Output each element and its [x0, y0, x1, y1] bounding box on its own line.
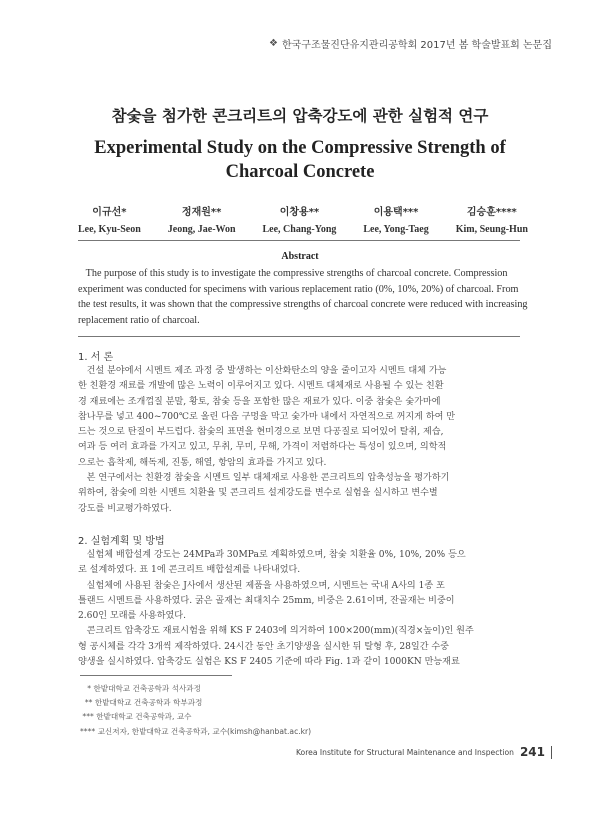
abstract-body: [78, 266, 528, 328]
text-line: 형 공시체를 각각 3개씩 제작하였다. 24시간 동안 초기양생을 실시한 뒤 탈형 후, 28일간 수중: [78, 641, 449, 652]
abstract-line: replacement ratio of charcoal.: [78, 314, 200, 326]
text-line: 위하여, 참숯에 의한 시멘트 치환율 및 콘크리트 설계강도를 변수로 실험을 실시하고 변수별: [78, 488, 438, 499]
text-line: 한 친환경 재료를 개발에 많은 노력이 이루어지고 있다. 시멘트 대체재로 사용될 수 있는 친환: [78, 381, 444, 392]
section-method-body: [78, 548, 522, 670]
section-heading-method: 2. 실험계획 및 방법: [78, 536, 165, 547]
footnote: **** 교신저자, 한밭대학교 건축공학과, 교수(kimsh@hanbat.ac.kr): [80, 726, 312, 736]
text-line: 경 재료에는 조개껍질 분말, 황토, 참숯 등을 포함한 많은 재료가 있다. 이중 참숯은 숯가마에: [78, 396, 441, 407]
section-introduction-body: [78, 364, 522, 517]
abstract-line: The purpose of this study is to investigate the compressive strengths of charcoal concrete. Compression: [78, 268, 508, 279]
author-name-english: Lee, Chang-Yong: [262, 224, 337, 235]
author-name-english: Jeong, Jae-Won: [167, 224, 236, 235]
author-list: [78, 203, 528, 235]
footer-organization: Korea Institute for Structural Maintenance and Inspection: [295, 747, 514, 757]
author-name-korean: 이용택***: [373, 207, 419, 218]
text-line: 실험체에 사용된 참숯은 J사에서 생산된 제품을 사용하였으며, 시멘트는 국내 A사의 1종 포: [78, 580, 445, 591]
text-line: 강도를 비교평가하였다.: [78, 503, 172, 514]
author-name-korean: 정재원**: [181, 207, 222, 218]
footnote: *** 한밭대학교 건축공학과, 교수: [80, 712, 192, 722]
abstract-line: experiment was conducted for specimens with various replacement ratio (0%, 10%, 20%) of charcoal. From: [78, 283, 519, 295]
title-english-line-2: Charcoal Concrete: [225, 162, 375, 182]
page-footer: [296, 745, 552, 759]
text-line: 참나무를 넣고 400~700℃로 올린 다음 구멍을 막고 숯가마 내에서 자연적으로 꺼지게 하여 만: [78, 411, 456, 422]
footnote: ** 한밭대학교 건축공학과 학부과정: [80, 698, 203, 708]
journal-header-text: 한국구조물진단유지관리공학회 2017년 봄 학술발표회 논문집: [281, 40, 552, 51]
author: [168, 203, 236, 235]
text-line: 2.60인 모래를 사용하였다.: [78, 611, 186, 622]
text-line: 건설 분야에서 시멘트 제조 과정 중 발생하는 이산화탄소의 양을 줄이고자 시멘트 대체 가능: [78, 366, 447, 376]
text-line: 실험체 배합설계 강도는 24MPa과 30MPa로 계획하였으며, 참숯 치환율 0%, 10%, 20% 등으: [78, 550, 466, 560]
text-line: 양생을 실시하였다. 압축강도 실험은 KS F 2405 기준에 따라 Fig. 1과 같이 1000KN 만능재료: [78, 657, 460, 668]
text-line: 본 연구에서는 친환경 참숯을 시멘트 일부 대체재로 사용한 콘크리트의 압축성능을 평가하기: [78, 473, 450, 484]
title-english-line-1: Experimental Study on the Compressive Strength of: [94, 138, 506, 158]
author-name-korean: 김승훈****: [466, 207, 517, 218]
text-line: 로 설계하였다. 표 1에 콘크리트 배합설계를 나타내었다.: [78, 565, 301, 576]
author: [263, 203, 337, 235]
text-line: 콘크리트 압축강도 재료시험을 위해 KS F 2403에 의거하여 100×200(mm)(직경×높이)인 원주: [78, 626, 474, 637]
text-line: 틀랜드 시멘트를 사용하였다. 굵은 골재는 최대치수 25mm, 비중은 2.61이며, 잔골재는 비중이: [78, 595, 455, 606]
author: [456, 203, 528, 235]
author: [363, 203, 428, 235]
page-number: 241: [519, 745, 545, 759]
abstract-heading: Abstract: [281, 251, 319, 262]
abstract-bottom-rule: [78, 336, 520, 337]
footer-divider: [551, 746, 552, 759]
journal-header: [269, 36, 552, 51]
abstract-top-rule: [78, 240, 520, 241]
section-heading-introduction: 1. 서 론: [78, 352, 114, 363]
footnote: * 한밭대학교 건축공학과 석사과정: [80, 684, 201, 693]
author-name-english: Lee, Kyu-Seon: [78, 224, 141, 235]
author-name-english: Lee, Yong-Taeg: [363, 224, 429, 235]
author-name-korean: 이규선*: [92, 207, 127, 218]
footnote-rule: [80, 675, 232, 676]
footnotes: [80, 682, 311, 739]
author: [78, 203, 141, 235]
author-name-korean: 이창용**: [279, 207, 320, 218]
abstract-line: the test results, it was shown that the compressive strengths of charcoal concrete were reduced with increasing: [78, 299, 528, 311]
title-english: [0, 136, 600, 184]
author-name-english: Kim, Seung-Hun: [455, 224, 528, 235]
text-line: 으로는 흡착제, 해독제, 진통, 해열, 항암의 효과를 가지고 있다.: [78, 457, 327, 468]
text-line: 드는 것으로 탄질이 부드럽다. 참숯의 표면을 현미경으로 보면 다공질로 되어있어 탈취, 제습,: [78, 427, 444, 438]
diamond-bullet-icon: ❖: [269, 38, 278, 49]
title-korean: 참숯을 첨가한 콘크리트의 압축강도에 관한 실험적 연구: [111, 107, 489, 125]
text-line: 여과 등 여러 효과를 가지고 있고, 무취, 무미, 무해, 가격이 저렴하다는 특성이 있으며, 의학적: [78, 442, 447, 453]
